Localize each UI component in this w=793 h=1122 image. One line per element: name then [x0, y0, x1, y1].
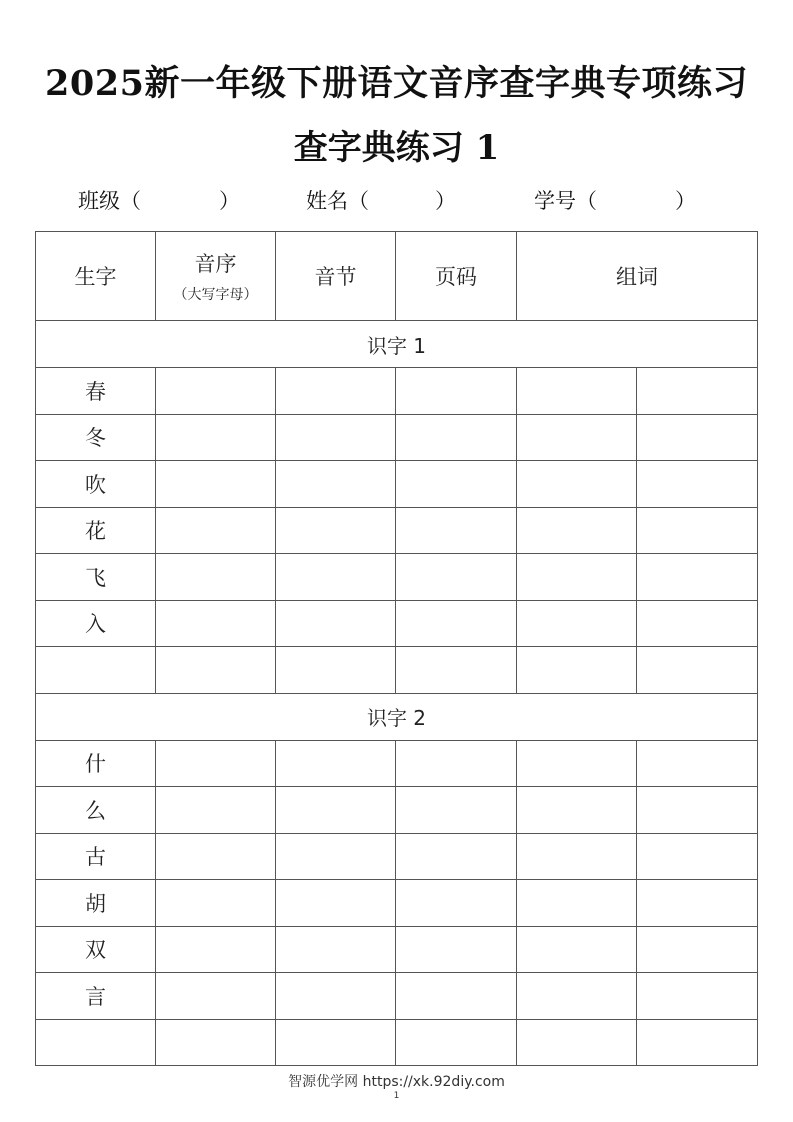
- section-row: [36, 693, 758, 740]
- word-answer-cell-1[interactable]: [517, 600, 637, 647]
- char-cell: 么: [36, 787, 156, 834]
- word-answer-cell-1[interactable]: [517, 647, 637, 694]
- word-answer-cell-2[interactable]: [637, 647, 758, 694]
- table-row: [36, 507, 758, 554]
- order-answer-cell[interactable]: [156, 1019, 276, 1066]
- page-answer-cell[interactable]: [396, 368, 517, 415]
- footer-watermark: 智源优学网 https://xk.92diy.com: [288, 1074, 505, 1090]
- section-row: [36, 321, 758, 368]
- char-cell: 胡: [36, 880, 156, 927]
- table-header-row: [36, 232, 758, 321]
- word-answer-cell-2[interactable]: [637, 973, 758, 1020]
- order-answer-cell[interactable]: [156, 647, 276, 694]
- dictionary-practice-table: [35, 231, 758, 1066]
- word-answer-cell-1[interactable]: [517, 740, 637, 787]
- syllable-answer-cell[interactable]: [276, 647, 396, 694]
- section-title: 识字 2: [36, 693, 758, 740]
- class-label: 班级（: [78, 189, 141, 213]
- char-cell: 言: [36, 973, 156, 1020]
- page-answer-cell[interactable]: [396, 787, 517, 834]
- table-row: [36, 1019, 758, 1066]
- page-answer-cell[interactable]: [396, 973, 517, 1020]
- syllable-answer-cell[interactable]: [276, 368, 396, 415]
- order-answer-cell[interactable]: [156, 414, 276, 461]
- order-answer-cell[interactable]: [156, 833, 276, 880]
- word-answer-cell-2[interactable]: [637, 554, 758, 601]
- page-title: 2025新一年级下册语文音序查字典专项练习: [45, 63, 748, 104]
- table-row: [36, 461, 758, 508]
- syllable-answer-cell[interactable]: [276, 414, 396, 461]
- page-answer-cell[interactable]: [396, 554, 517, 601]
- word-answer-cell-1[interactable]: [517, 973, 637, 1020]
- word-answer-cell-1[interactable]: [517, 880, 637, 927]
- char-cell: 花: [36, 507, 156, 554]
- word-answer-cell-1[interactable]: [517, 926, 637, 973]
- header-order: [156, 232, 276, 321]
- page-answer-cell[interactable]: [396, 926, 517, 973]
- class-close-paren: ）: [219, 189, 240, 213]
- name-close-paren: ）: [435, 189, 456, 213]
- page-answer-cell[interactable]: [396, 880, 517, 927]
- order-answer-cell[interactable]: [156, 740, 276, 787]
- table-row: [36, 833, 758, 880]
- page-subtitle: 查字典练习 1: [293, 128, 500, 168]
- student-id-field[interactable]: [534, 185, 696, 215]
- char-cell: [36, 647, 156, 694]
- page-answer-cell[interactable]: [396, 507, 517, 554]
- order-answer-cell[interactable]: [156, 787, 276, 834]
- char-cell: 古: [36, 833, 156, 880]
- section-title: 识字 1: [36, 321, 758, 368]
- header-order-sub: （大写字母）: [173, 287, 258, 303]
- order-answer-cell[interactable]: [156, 600, 276, 647]
- table-row: [36, 880, 758, 927]
- page-answer-cell[interactable]: [396, 833, 517, 880]
- order-answer-cell[interactable]: [156, 507, 276, 554]
- page-answer-cell[interactable]: [396, 1019, 517, 1066]
- student-id-close-paren: ）: [675, 189, 696, 213]
- page-answer-cell[interactable]: [396, 600, 517, 647]
- char-cell: 双: [36, 926, 156, 973]
- table-row: [36, 647, 758, 694]
- word-answer-cell-1[interactable]: [517, 554, 637, 601]
- order-answer-cell[interactable]: [156, 461, 276, 508]
- table-row: [36, 600, 758, 647]
- word-answer-cell-1[interactable]: [517, 368, 637, 415]
- word-answer-cell-2[interactable]: [637, 414, 758, 461]
- syllable-answer-cell[interactable]: [276, 554, 396, 601]
- char-cell: [36, 1019, 156, 1066]
- header-page: 页码: [396, 232, 517, 321]
- page-answer-cell[interactable]: [396, 414, 517, 461]
- word-answer-cell-2[interactable]: [637, 368, 758, 415]
- syllable-answer-cell[interactable]: [276, 880, 396, 927]
- syllable-answer-cell[interactable]: [276, 787, 396, 834]
- char-cell: 飞: [36, 554, 156, 601]
- word-answer-cell-2[interactable]: [637, 926, 758, 973]
- page-answer-cell[interactable]: [396, 647, 517, 694]
- page-answer-cell[interactable]: [396, 740, 517, 787]
- word-answer-cell-2[interactable]: [637, 880, 758, 927]
- order-answer-cell[interactable]: [156, 926, 276, 973]
- char-cell: 春: [36, 368, 156, 415]
- order-answer-cell[interactable]: [156, 554, 276, 601]
- word-answer-cell-2[interactable]: [637, 600, 758, 647]
- word-answer-cell-1[interactable]: [517, 414, 637, 461]
- word-answer-cell-1[interactable]: [517, 787, 637, 834]
- order-answer-cell[interactable]: [156, 973, 276, 1020]
- syllable-answer-cell[interactable]: [276, 973, 396, 1020]
- syllable-answer-cell[interactable]: [276, 1019, 396, 1066]
- word-answer-cell-1[interactable]: [517, 507, 637, 554]
- header-order-label: 音序: [194, 252, 237, 276]
- order-answer-cell[interactable]: [156, 368, 276, 415]
- word-answer-cell-1[interactable]: [517, 461, 637, 508]
- char-cell: 什: [36, 740, 156, 787]
- name-field[interactable]: [306, 185, 456, 215]
- char-cell: 吹: [36, 461, 156, 508]
- table-row: [36, 787, 758, 834]
- table-row: [36, 740, 758, 787]
- char-cell: 入: [36, 600, 156, 647]
- table-row: [36, 414, 758, 461]
- header-syllable: 音节: [276, 232, 396, 321]
- word-answer-cell-1[interactable]: [517, 1019, 637, 1066]
- word-answer-cell-2[interactable]: [637, 787, 758, 834]
- word-answer-cell-2[interactable]: [637, 507, 758, 554]
- student-id-label: 学号（: [534, 189, 597, 213]
- char-cell: 冬: [36, 414, 156, 461]
- syllable-answer-cell[interactable]: [276, 507, 396, 554]
- table-row: [36, 973, 758, 1020]
- word-answer-cell-2[interactable]: [637, 461, 758, 508]
- order-answer-cell[interactable]: [156, 880, 276, 927]
- table-row: [36, 926, 758, 973]
- page-answer-cell[interactable]: [396, 461, 517, 508]
- syllable-answer-cell[interactable]: [276, 926, 396, 973]
- name-label: 姓名（: [306, 189, 369, 213]
- syllable-answer-cell[interactable]: [276, 740, 396, 787]
- table-row: [36, 368, 758, 415]
- word-answer-cell-1[interactable]: [517, 833, 637, 880]
- syllable-answer-cell[interactable]: [276, 600, 396, 647]
- word-answer-cell-2[interactable]: [637, 740, 758, 787]
- page-number: 1: [393, 1091, 400, 1101]
- word-answer-cell-2[interactable]: [637, 833, 758, 880]
- header-char: 生字: [36, 232, 156, 321]
- table-row: [36, 554, 758, 601]
- class-field[interactable]: [78, 185, 240, 215]
- header-words: 组词: [517, 232, 758, 321]
- syllable-answer-cell[interactable]: [276, 461, 396, 508]
- word-answer-cell-2[interactable]: [637, 1019, 758, 1066]
- syllable-answer-cell[interactable]: [276, 833, 396, 880]
